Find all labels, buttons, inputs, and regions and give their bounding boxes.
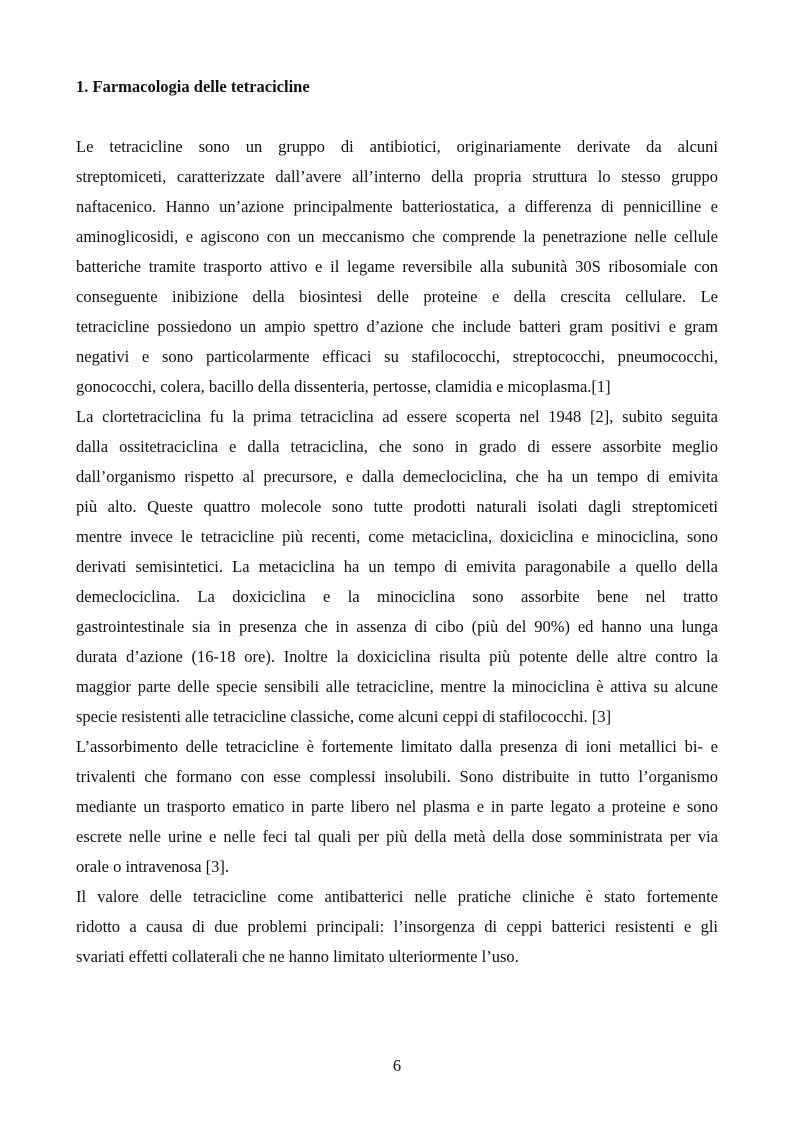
paragraph-1-line-3: naftacenico. Hanno un’azione principalmente batteriostatica, a differenza di pennicilline e [76, 197, 718, 216]
paragraph-1-line-8: negativi e sono particolarmente efficaci su stafilococchi, streptococchi, pneumococchi, [76, 347, 718, 366]
paragraph-2-line-1: La clortetraciclina fu la prima tetraciclina ad essere scoperta nel 1948 [2], subito seguita [76, 407, 718, 426]
paragraph-3-line-1: L’assorbimento delle tetracicline è fortemente limitato dalla presenza di ioni metallici bi- e [76, 737, 718, 756]
paragraph-1-line-7: tetracicline possiedono un ampio spettro d’azione che include batteri gram positivi e gram [76, 317, 718, 336]
paragraph-1-line-1: Le tetracicline sono un gruppo di antibiotici, originariamente derivate da alcuni [76, 137, 718, 156]
paragraph-3-line-5: orale o intravenosa [3]. [76, 857, 230, 876]
paragraph-4-line-3: svariati effetti collaterali che ne hanno limitato ulteriormente l’uso. [76, 947, 519, 966]
paragraph-2-line-11: specie resistenti alle tetracicline classiche, come alcuni ceppi di stafilococchi. [3] [76, 707, 612, 726]
paragraph-4-line-1: Il valore delle tetracicline come antibatterici nelle pratiche cliniche è stato fortemente [76, 887, 718, 906]
paragraph-1-line-4: aminoglicosidi, e agiscono con un meccanismo che comprende la penetrazione nelle cellule [76, 227, 718, 246]
paragraph-2-line-8: gastrointestinale sia in presenza che in assenza di cibo (più del 90%) ed hanno una lunga [76, 617, 718, 636]
paragraph-2-line-6: derivati semisintetici. La metaciclina ha un tempo di emivita paragonabile a quello della [76, 557, 718, 576]
paragraph-2-line-2: dalla ossitetraciclina e dalla tetraciclina, che sono in grado di essere assorbite meglio [76, 437, 718, 456]
paragraph-3-line-3: mediante un trasporto ematico in parte libero nel plasma e in parte legato a proteine e sono [76, 797, 718, 816]
paragraph-2-line-7: demeclociclina. La doxiciclina e la minociclina sono assorbite bene nel tratto [76, 587, 718, 606]
paragraph-1-line-6: conseguente inibizione della biosintesi delle proteine e della crescita cellulare. Le [76, 287, 718, 306]
page-number: 6 [392, 1056, 402, 1075]
paragraph-2-line-9: durata d’azione (16-18 ore). Inoltre la doxiciclina risulta più potente delle altre contro la [76, 647, 718, 666]
paragraph-1-line-5: batteriche tramite trasporto attivo e il legame reversibile alla subunità 30S ribosomiale con [76, 257, 718, 276]
paragraph-2-line-4: più alto. Queste quattro molecole sono tutte prodotti naturali isolati dagli streptomiceti [76, 497, 718, 516]
paragraph-1-line-2: streptomiceti, caratterizzate dall’avere all’interno della propria struttura lo stesso gruppo [76, 167, 718, 186]
paragraph-3-line-4: escrete nelle urine e nelle feci tal quali per più della metà della dose somministrata per via [76, 827, 718, 846]
section-heading: 1. Farmacologia delle tetracicline [76, 77, 310, 96]
paragraph-2-line-10: maggior parte delle specie sensibili alle tetracicline, mentre la minociclina è attiva su alcune [76, 677, 718, 696]
paragraph-3-line-2: trivalenti che formano con esse complessi insolubili. Sono distribuite in tutto l’organismo [76, 767, 718, 786]
paragraph-4-line-2: ridotto a causa di due problemi principali: l’insorgenza di ceppi batterici resistenti e gli [76, 917, 718, 936]
paragraph-1-line-9: gonococchi, colera, bacillo della dissenteria, pertosse, clamidia e micoplasma.[1] [76, 377, 611, 396]
paragraph-2-line-3: dall’organismo rispetto al precursore, e dalla demeclociclina, che ha un tempo di emivita [76, 467, 718, 486]
paragraph-2-line-5: mentre invece le tetracicline più recenti, come metaciclina, doxiciclina e minociclina, sono [76, 527, 718, 546]
